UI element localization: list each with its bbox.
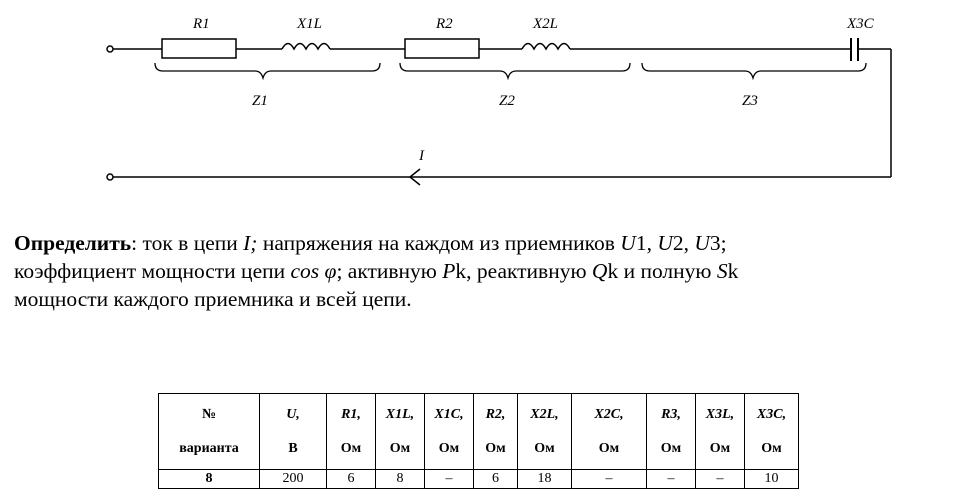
input-terminal-bottom <box>107 174 113 180</box>
inductor-x1l <box>282 44 330 50</box>
cell-r2: 6 <box>474 470 518 489</box>
cell-r3: – <box>647 470 696 489</box>
table-header-row <box>159 394 799 470</box>
cell-x3l: – <box>696 470 745 489</box>
header-x1c: X1C, Ом <box>425 394 474 470</box>
task-line-2: коэффициент мощности цепи cos φ; активную Pk, реактивную Qk и полную Sk <box>14 259 739 283</box>
cell-x3c: 10 <box>745 470 799 489</box>
brace-z3 <box>642 63 866 78</box>
inductor-x2l <box>522 44 570 50</box>
label-r1: R1 <box>193 16 210 32</box>
brace-z2 <box>400 63 630 78</box>
header-variant: № варианта <box>159 394 260 470</box>
circuit-diagram <box>0 0 978 200</box>
cell-r1: 6 <box>327 470 376 489</box>
cell-u: 200 <box>260 470 327 489</box>
header-r3: R3, Ом <box>647 394 696 470</box>
label-z2: Z2 <box>499 93 515 109</box>
label-x3c: X3C <box>847 16 874 32</box>
cell-variant: 8 <box>159 470 260 489</box>
header-x1l: X1L, Ом <box>376 394 425 470</box>
header-x2c: X2C, Ом <box>572 394 647 470</box>
task-line-3: мощности каждого приемника и всей цепи. <box>14 287 412 311</box>
cell-x1c: – <box>425 470 474 489</box>
label-r2: R2 <box>436 16 453 32</box>
cell-x2c: – <box>572 470 647 489</box>
task-line-1: Определить: ток в цепи I; напряжения на каждом из приемников U1, U2, U3; <box>14 231 727 255</box>
task-text <box>14 229 974 313</box>
label-x1l: X1L <box>297 16 323 32</box>
label-z3: Z3 <box>742 93 758 109</box>
header-x2l: X2L, Ом <box>518 394 572 470</box>
cell-x1l: 8 <box>376 470 425 489</box>
resistor-r1 <box>162 39 236 58</box>
task-lead: Определить <box>14 231 132 255</box>
header-r1: R1, Ом <box>327 394 376 470</box>
resistor-r2 <box>405 39 479 58</box>
parameters-table <box>158 393 799 489</box>
label-current: I <box>419 148 424 164</box>
label-x2l: X2L <box>533 16 559 32</box>
brace-z1 <box>155 63 380 78</box>
input-terminal-top <box>107 46 113 52</box>
header-u: U, В <box>260 394 327 470</box>
header-x3l: X3L, Ом <box>696 394 745 470</box>
header-r2: R2, Ом <box>474 394 518 470</box>
header-x3c: X3C, Ом <box>745 394 799 470</box>
cell-x2l: 18 <box>518 470 572 489</box>
table-row <box>159 470 799 489</box>
label-z1: Z1 <box>252 93 268 109</box>
